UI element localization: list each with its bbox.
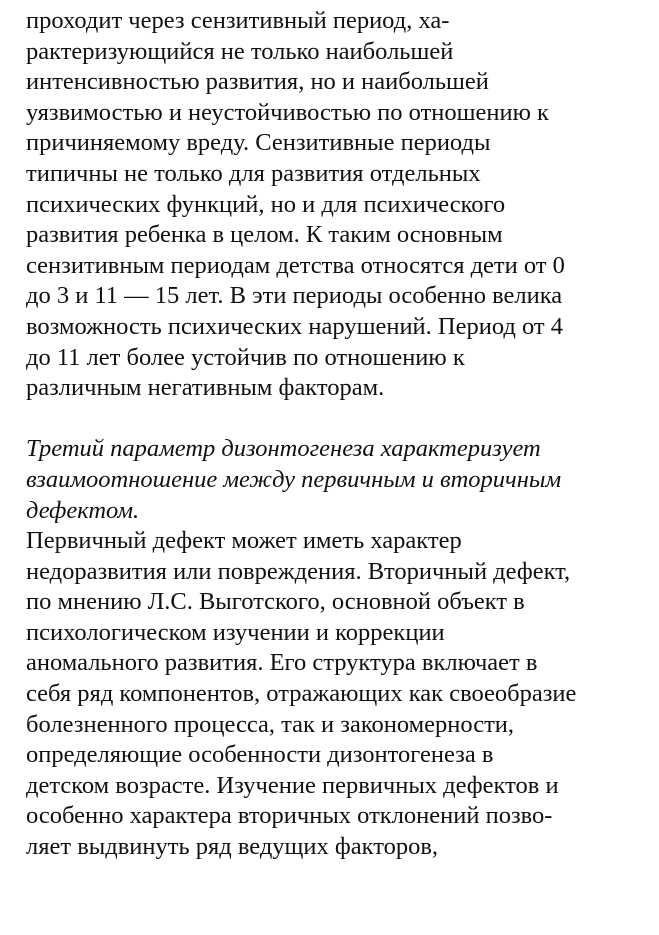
text-line: возможность психических нарушений. Период от 4 (26, 312, 563, 340)
paragraph-sensitive-periods (26, 6, 651, 404)
text-line: интенсивностью развития, но и наибольшей (26, 68, 489, 96)
text-line: проходит через сензитивный период, ха- (26, 7, 450, 34)
text-line: типичны не только для развития отдельных (26, 159, 481, 187)
text-line: до 11 лет более устойчив по отношению к (26, 343, 465, 371)
text-line: сензитивным периодам детства относятся дети от 0 (26, 251, 565, 279)
text-line: уязвимостью и неустойчивостью по отношению к (26, 98, 549, 126)
text-line: по мнению Л.С. Выготского, основной объект в (26, 588, 525, 616)
text-line: различным негативным факторам. (26, 374, 385, 402)
text-line: взаимоотношение между первичным и вторичным (26, 465, 562, 493)
paragraph-primary-defect (26, 526, 651, 863)
text-line: Третий параметр дизонтогенеза характеризует (26, 435, 541, 463)
text-line: рактеризующийся не только наибольшей (26, 37, 454, 65)
text-line: дефектом. (26, 496, 140, 524)
italic-heading-third-parameter (26, 434, 651, 526)
text-line: психических функций, но и для психического (26, 190, 506, 218)
text-line: определяющие особенности дизонтогенеза в (26, 741, 494, 769)
text-line: недоразвития или повреждения. Вторичный дефект, (26, 557, 571, 585)
text-line: ляет выдвинуть ряд ведущих факторов, (26, 833, 439, 861)
text-line: аномального развития. Его структура включает в (26, 649, 538, 677)
text-line: причиняемому вреду. Сензитивные периоды (26, 129, 491, 157)
text-line: себя ряд компонентов, отражающих как своеобразие (26, 680, 577, 708)
text-line: развития ребенка в целом. К таким основным (26, 221, 503, 249)
document-page (26, 6, 651, 863)
text-line: до 3 и 11 — 15 лет. В эти периоды особенно велика (26, 282, 563, 310)
paragraph-gap (26, 404, 651, 435)
text-line: психологическом изучении и коррекции (26, 618, 445, 646)
text-line: особенно характера вторичных отклонений позво- (26, 802, 553, 830)
text-line: болезненного процесса, так и закономерности, (26, 710, 515, 738)
text-line: Первичный дефект может иметь характер (26, 527, 462, 555)
text-line: детском возрасте. Изучение первичных дефектов и (26, 771, 559, 799)
